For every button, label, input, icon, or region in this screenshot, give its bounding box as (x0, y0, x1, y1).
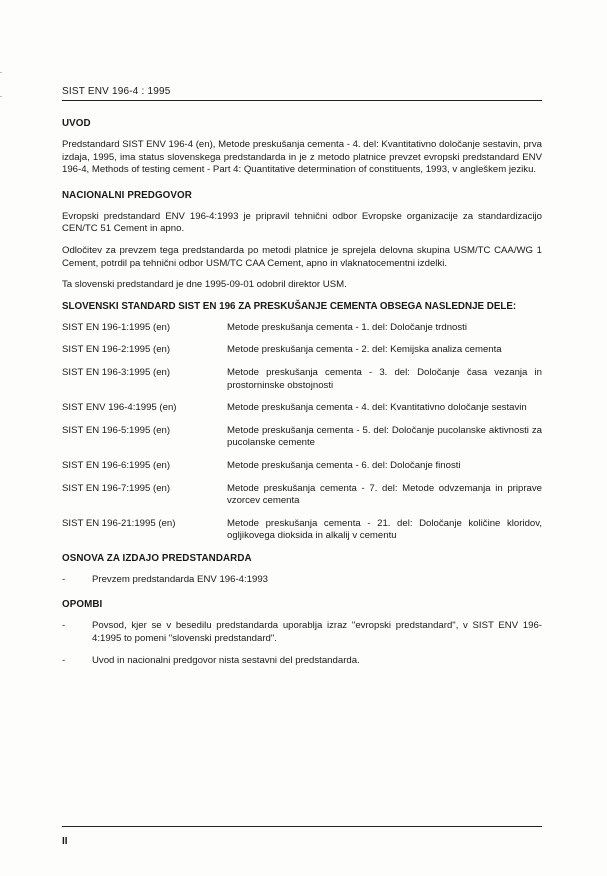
standard-code: SIST EN 196-6:1995 (en) (62, 459, 171, 471)
opombi-section (62, 599, 542, 667)
standard-row (62, 425, 542, 450)
predgovor-section (62, 190, 542, 292)
page-content (62, 118, 542, 676)
standard-row (62, 344, 542, 357)
standard-row (62, 402, 542, 415)
standard-description: Metode preskušanja cementa - 5. del: Določanje pucolanske aktivnosti za pucolanske cemente (227, 424, 542, 449)
standard-code: SIST EN 196-3:1995 (en) (62, 366, 171, 378)
standard-code: SIST ENV 196-4:1995 (en) (62, 402, 177, 414)
page-header (62, 86, 542, 99)
predgovor-paragraph: Evropski predstandard ENV 196-4:1993 je pripravil tehnični odbor Evropske organizacije za standardizacijo CEN/TC 51 Cement in apno. (62, 210, 542, 235)
header-rule (62, 100, 542, 101)
standard-description: Metode preskušanja cementa - 4. del: Kvantitativno določanje sestavin (227, 402, 527, 414)
predgovor-paragraph: Odločitev za prevzem tega predstandarda po metodi platnice je sprejela delovna skupina USM/TC CAA/WG 1 Cement, potrdil pa tehnični odbor USM/TC CAA Cement, apno in vlaknatocementni izdelki. (62, 244, 542, 269)
osnova-section (62, 553, 542, 587)
document-page (62, 0, 542, 876)
scan-mark (0, 72, 2, 73)
standards-heading: SLOVENSKI STANDARD SIST EN 196 ZA PRESKUŠANJE CEMENTA OBSEGA NASLEDNJE DELE: (62, 300, 517, 312)
standard-code: SIST EN 196-2:1995 (en) (62, 344, 171, 356)
standard-code: SIST EN 196-21:1995 (en) (62, 517, 176, 529)
standard-description: Metode preskušanja cementa - 1. del: Določanje trdnosti (227, 321, 467, 333)
opombi-heading: OPOMBI (62, 599, 103, 611)
uvod-section (62, 118, 542, 177)
dash-marker: - (62, 620, 66, 632)
standard-description: Metode preskušanja cementa - 6. del: Določanje finosti (227, 459, 461, 471)
standards-section (62, 301, 542, 543)
standard-row (62, 483, 542, 508)
standard-code: SIST EN 196-7:1995 (en) (62, 482, 171, 494)
header-title: SIST ENV 196-4 : 1995 (62, 86, 171, 97)
predgovor-paragraph: Ta slovenski predstandard je dne 1995-09-01 odobril direktor USM. (62, 279, 347, 291)
dash-marker: - (62, 654, 66, 666)
osnova-item-text: Prevzem predstandarda ENV 196-4:1993 (92, 573, 268, 585)
dash-marker: - (62, 573, 66, 585)
page-number: II (62, 836, 68, 847)
standard-code: SIST EN 196-1:1995 (en) (62, 321, 171, 333)
uvod-text: Predstandard SIST ENV 196-4 (en), Metode preskušanja cementa - 4. del: Kvantitativno določanje sestavin, prva izdaja, 1995, ima status slovenskega predstandarda in je z metodo platnice prevzet evropski predstandard ENV 196-4, Methods of testing cement - Part 4: Quantitative determination of constituents, 1993, v angleškem jeziku. (62, 139, 542, 176)
standard-row (62, 322, 542, 335)
standard-row (62, 367, 542, 392)
standard-description: Metode preskušanja cementa - 21. del: Določanje količine kloridov, ogljikovega dioksida in alkalij v cementu (227, 517, 542, 542)
scan-mark (0, 96, 2, 97)
standard-row (62, 518, 542, 543)
opomba-item-text: Povsod, kjer se v besedilu predstandarda uporablja izraz "evropski predstandard", v SIST ENV 196-4:1995 to pomeni "slovenski predstandard". (92, 620, 542, 645)
standard-code: SIST EN 196-5:1995 (en) (62, 424, 171, 436)
standard-description: Metode preskušanja cementa - 2. del: Kemijska analiza cementa (227, 344, 502, 356)
opomba-item (62, 655, 542, 668)
standard-row (62, 460, 542, 473)
osnova-item (62, 574, 542, 587)
opomba-item-text: Uvod in nacionalni predgovor nista sestavni del predstandarda. (92, 654, 360, 666)
standard-description: Metode preskušanja cementa - 7. del: Metode odvzemanja in priprave vzorcev cementa (227, 482, 542, 507)
standard-description: Metode preskušanja cementa - 3. del: Določanje časa vezanja in prostorninske obstojnosti (227, 366, 542, 391)
uvod-heading: UVOD (62, 118, 91, 129)
osnova-heading: OSNOVA ZA IZDAJO PREDSTANDARDA (62, 552, 252, 564)
predgovor-heading: NACIONALNI PREDGOVOR (62, 189, 192, 201)
opomba-item (62, 620, 542, 645)
footer-rule (62, 826, 542, 827)
